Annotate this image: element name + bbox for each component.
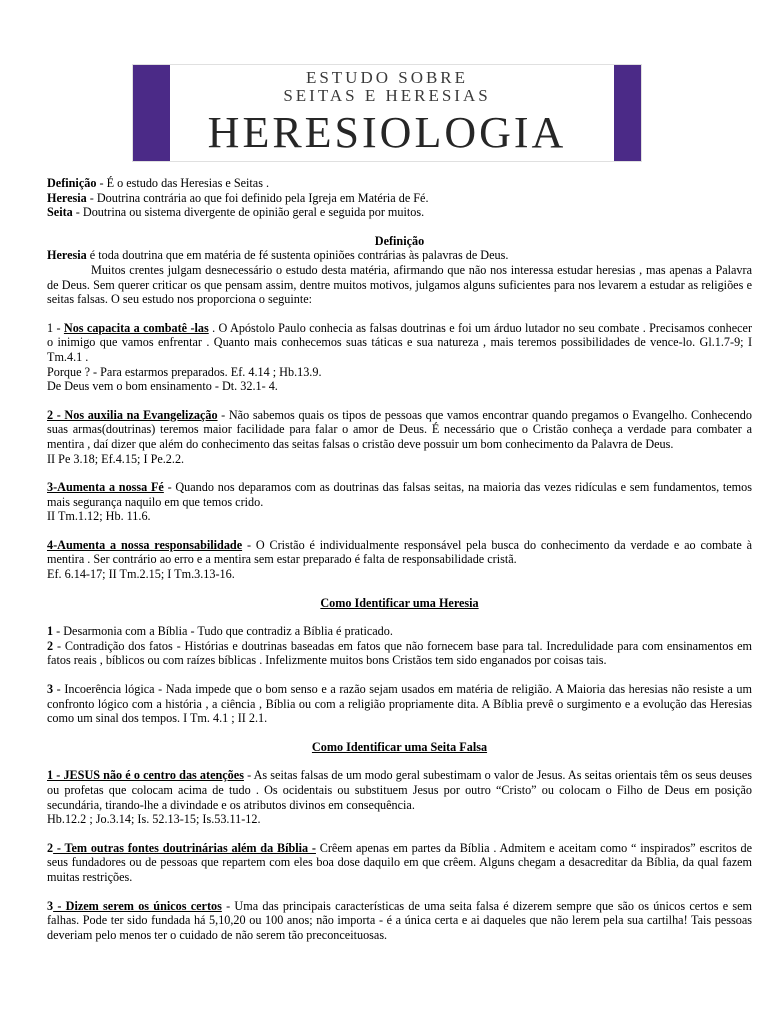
point-title: Nos capacita a combatê -las [63, 320, 209, 335]
item-text: - Desarmonia com a Bíblia - Tudo que contradiz a Bíblia é praticado. [53, 624, 393, 639]
heresia-definition [47, 248, 752, 263]
def-heresia [47, 191, 752, 206]
heresia-item-2 [47, 639, 752, 668]
heresia-heading: Como Identificar uma Heresia [320, 595, 479, 610]
point-4 [47, 538, 752, 567]
point-number: 1 - [47, 320, 64, 335]
item-text: - As seitas falsas de um modo geral subestimam o valor de Jesus. As seitas orientais têm os seus deuses ou profetas que colocam acima de tudo . Os ocidentais ou substituem Jesus por outro “Cristo” ou colocam o Filho de Deus em posição secundária, tirando-lhe a divindade e os atributos divinos em consequência. [47, 768, 752, 812]
point-text: - Quando nos deparamos com as doutrinas das falsas seitas, na maioria das vezes ridículas e sem fundamentos, temos mais segurança naquilo em que temos crido. [47, 480, 752, 509]
item-number: 2 [47, 840, 54, 855]
point-text: . O Apóstolo Paulo conhecia as falsas doutrinas e foi um árduo lutador no seu combate . Precisamos conhecer o inimigo que vamos enfrentar . Quanto mais conhecemos suas táticas e sua natureza , mais teremos possibilidades de vence-lo. Gl.1.7-9; I Tm.4.1 . [47, 320, 753, 364]
point-1 [47, 321, 752, 365]
seita-item-1 [47, 768, 752, 812]
document-body [47, 176, 752, 942]
def-text: - Doutrina contrária ao que foi definido pela Igreja em Matéria de Fé. [86, 190, 429, 205]
heresia-text: é toda doutrina que em matéria de fé sustenta opiniões contrárias às palavras de Deus. [86, 248, 509, 263]
item-text: - Contradição dos fatos - Histórias e doutrinas baseadas em fatos que não fornecem base para tal. Incredulidade para com ensinamentos em fatos reais , bíblicos ou com raízes bíblicas . Infelizmente muitos bons Cristãos tem sido enganados por coisas tais. [47, 638, 752, 668]
header-banner [132, 64, 642, 162]
item-number: 2 [47, 638, 54, 653]
heresia-item-1 [47, 624, 752, 639]
item-text: - Incoerência lógica - Nada impede que o bom senso e a razão sejam usados em matéria de religião. A Maioria das heresias não resiste a um confronto lógico com a história , a ciência , Bíblia ou com a religião propriamente dita. A Bíblia prevê o surgimento e a evolução das Heresias como um sinal dos tempos. I Tm. 4.1 ; II 2.1. [47, 682, 752, 726]
point-text: - Não sabemos quais os tipos de pessoas que vamos encontrar quando pregamos o Evangelho. Conhecendo suas armas(doutrinas) teremos maior facilidade para falar o amor de Deus. É necessário que o Cristão conheça a verdade para combater a mentira , daí dizer que além do conhecimento das seitas falsas o cristão deve possuir um bom conhecimento da Palavra de Deus. [47, 407, 752, 451]
def-label: Heresia [47, 190, 87, 205]
item-text: Crêem apenas em partes da Bíblia . Admitem e aceitam como “ inspirados” escritos de seus fundadores ou de pessoas que repartem com eles boa dose daquilo em que crêem. Alguns chegam a desacreditar da Bíblia, da qual fazem muitas restrições. [47, 840, 752, 884]
point-4-refs: Ef. 6.14-17; II Tm.2.15; I Tm.3.13-16. [47, 567, 235, 582]
point-title: 3-Aumenta a nossa Fé [47, 480, 164, 495]
seita-heading: Como Identificar uma Seita Falsa [311, 739, 488, 754]
def-label: Definição [47, 176, 97, 190]
point-1-line-3: De Deus vem o bom ensinamento - Dt. 32.1- 4. [47, 379, 278, 394]
def-seita [47, 205, 752, 220]
point-2-refs: II Pe 3.18; Ef.4.15; I Pe.2.2. [47, 451, 185, 466]
section-heading: Definição [374, 233, 425, 248]
point-3-refs: II Tm.1.12; Hb. 11.6. [47, 509, 151, 524]
heresia-item-3 [47, 682, 752, 726]
def-text: - É o estudo das Heresias e Seitas . [96, 176, 270, 190]
point-2 [47, 408, 752, 452]
item-number: 3 [47, 898, 54, 913]
def-text: - Doutrina ou sistema divergente de opinião geral e seguida por muitos. [72, 205, 425, 220]
seita-item-2 [47, 841, 752, 885]
point-title: 4-Aumenta a nossa responsabilidade [47, 537, 243, 552]
point-3 [47, 480, 752, 509]
intro-paragraph: Muitos crentes julgam desnecessário o estudo desta matéria, afirmando que não nos interessa estudar heresias , mas apenas a Palavra de Deus. Sem querer criticar os que pensam assim, dentre muitos motivos, julgamos alguns suficientes para nos levarem a estudar as religiões e seitas falsas. O seu estudo nos proporciona o seguinte: [47, 262, 752, 307]
point-1-line-2: Porque ? - Para estarmos preparados. Ef. 4.14 ; Hb.13.9. [47, 364, 322, 379]
item-number: 3 [47, 682, 54, 697]
item-title: - Dizem serem os únicos certos [53, 898, 222, 913]
point-text: - O Cristão é individualmente responsável pela busca do conhecimento da verdade e ao combate à mentira . Ser contrário ao erro e a mentira sem estar preparado é falta de responsabilidade cristã. [47, 537, 752, 567]
seita-item-3 [47, 899, 752, 943]
item-text: - Uma das principais características de uma seita falsa é dizerem sempre que são os únicos certos e sem falhas. Pode ter sido fundada há 5,10,20 ou 100 anos; não importa - é a única certa e ai daqueles que não lerem pela sua cartilha! Tais pessoas deveriam pelo menos ter o cuidado de não serem tão preconceituosas. [47, 898, 752, 942]
seita-item-1-refs: Hb.12.2 ; Jo.3.14; Is. 52.13-15; Is.53.11-12. [47, 812, 261, 827]
banner-line-1: ESTUDO SOBRE [305, 68, 469, 87]
item-number: 1 [47, 624, 54, 639]
def-definicao [47, 176, 752, 191]
item-title: - Tem outras fontes doutrinárias além da Bíblia - [53, 840, 316, 855]
banner-line-2: SEITAS E HERESIAS [283, 86, 491, 105]
point-title: 2 - Nos auxilia na Evangelização [47, 407, 218, 422]
item-title: 1 - JESUS não é o centro das atenções [47, 768, 244, 783]
def-label: Seita [47, 205, 73, 220]
banner-title: HERESIOLOGIA [207, 108, 567, 157]
heresia-label: Heresia [47, 248, 87, 263]
